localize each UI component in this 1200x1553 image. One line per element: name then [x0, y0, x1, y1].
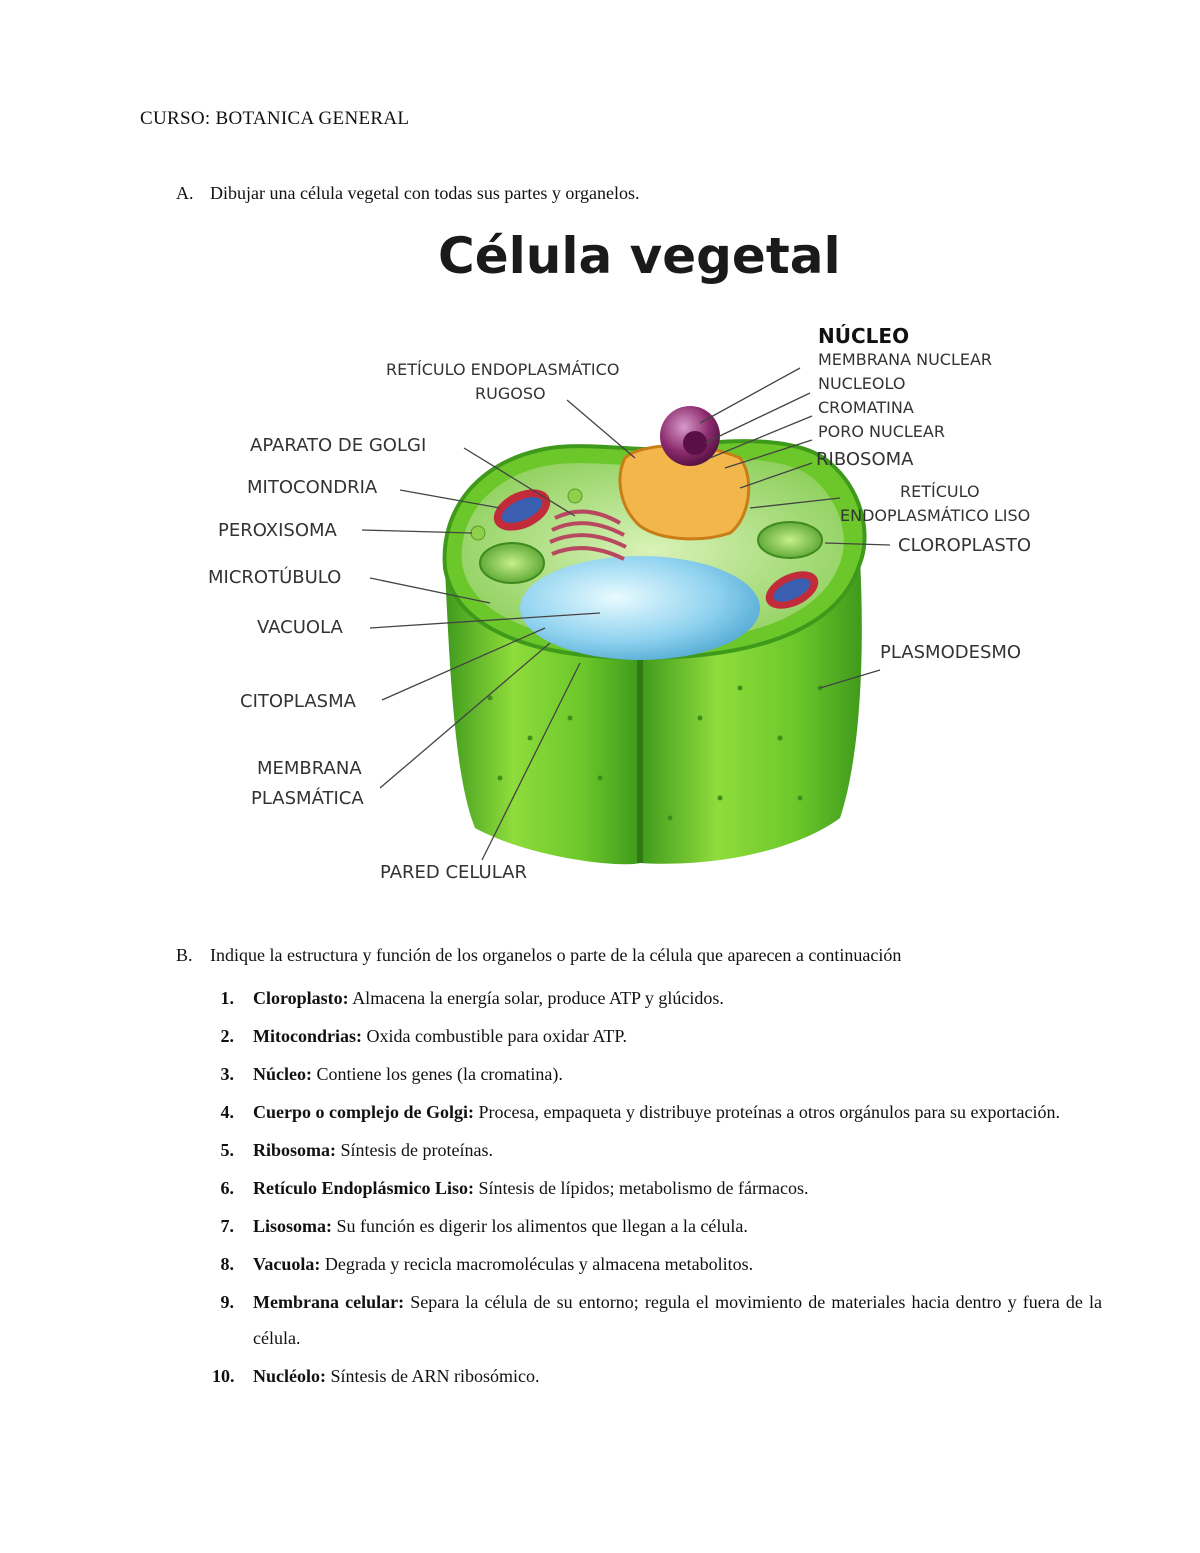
label-rel-line2: ENDOPLASMÁTICO LISO — [840, 506, 1031, 525]
chloroplast-left — [480, 543, 544, 583]
list-item — [212, 1056, 1102, 1092]
section-b-text: Indique la estructura y función de los organelos o parte de la célula que aparecen a continuación — [210, 945, 902, 965]
label-membrana-nuclear: MEMBRANA NUCLEAR — [818, 350, 993, 369]
list-item — [212, 1284, 1102, 1356]
vesicle-shape — [568, 489, 582, 503]
item-desc: Procesa, empaqueta y distribuye proteínas a otros orgánulos para su exportación. — [478, 1102, 1060, 1122]
item-term: Vacuola: — [253, 1254, 321, 1274]
item-term: Núcleo: — [253, 1064, 312, 1084]
item-number: 1. — [220, 988, 234, 1008]
diagram-title: Célula vegetal — [438, 227, 841, 285]
label-rer-line2: RUGOSO — [475, 384, 546, 403]
label-membrana-line1: MEMBRANA — [257, 758, 362, 779]
item-term: Nucléolo: — [253, 1366, 326, 1386]
label-membrana-line2: PLASMÁTICA — [251, 788, 364, 809]
label-poro-nuclear: PORO NUCLEAR — [818, 422, 945, 441]
item-desc: Degrada y recicla macromoléculas y almacena metabolitos. — [324, 1254, 754, 1274]
item-number: 2. — [220, 1026, 234, 1046]
item-number: 4. — [220, 1102, 234, 1122]
item-term: Cuerpo o complejo de Golgi: — [253, 1102, 474, 1122]
item-term: Mitocondrias: — [253, 1026, 362, 1046]
item-number: 6. — [220, 1178, 234, 1198]
label-mitocondria: MITOCONDRIA — [247, 477, 378, 498]
item-desc: Oxida combustible para oxidar ATP. — [366, 1026, 627, 1046]
nucleolus-shape — [683, 431, 707, 455]
item-term: Retículo Endoplásmico Liso: — [253, 1178, 475, 1198]
label-peroxisoma: PEROXISOMA — [218, 520, 337, 541]
list-item — [212, 1358, 1102, 1394]
item-term: Ribosoma: — [253, 1140, 337, 1160]
item-number: 7. — [220, 1216, 234, 1236]
label-cromatina: CROMATINA — [818, 398, 914, 417]
course-heading: CURSO: BOTANICA GENERAL — [140, 108, 410, 129]
item-number: 9. — [220, 1292, 234, 1312]
section-a-text: Dibujar una célula vegetal con todas sus partes y organelos. — [210, 183, 640, 203]
label-vacuola: VACUOLA — [257, 617, 343, 638]
label-nucleolo: NUCLEOLO — [818, 374, 906, 393]
item-desc: Almacena la energía solar, produce ATP y glúcidos. — [352, 988, 724, 1008]
label-microtubulo: MICROTÚBULO — [208, 567, 342, 588]
label-nucleo: NÚCLEO — [818, 324, 910, 348]
section-a-prompt — [176, 183, 640, 204]
label-cloroplasto: CLOROPLASTO — [898, 535, 1031, 556]
label-ribosoma: RIBOSOMA — [816, 449, 914, 470]
plant-cell-diagram — [200, 218, 1080, 898]
item-number: 3. — [220, 1064, 234, 1084]
item-term: Membrana celular: — [253, 1292, 405, 1312]
label-citoplasma: CITOPLASMA — [240, 691, 356, 712]
item-number: 10. — [212, 1366, 235, 1386]
section-b-prompt — [176, 945, 901, 966]
item-desc: Su función es digerir los alimentos que llegan a la célula. — [336, 1216, 748, 1236]
list-item — [212, 980, 1102, 1016]
label-golgi: APARATO DE GOLGI — [250, 435, 427, 456]
item-number: 5. — [220, 1140, 234, 1160]
item-desc: Síntesis de lípidos; metabolismo de fármacos. — [478, 1178, 809, 1198]
item-term: Cloroplasto: — [253, 988, 349, 1008]
list-item — [212, 1132, 1102, 1168]
list-item — [212, 1094, 1102, 1130]
item-number: 8. — [220, 1254, 234, 1274]
item-term: Lisosoma: — [253, 1216, 333, 1236]
section-b-letter: B. — [176, 945, 193, 965]
list-item — [212, 1018, 1102, 1054]
label-plasmodesmo: PLASMODESMO — [880, 642, 1022, 663]
label-rel-line1: RETÍCULO — [900, 482, 980, 501]
vacuole-shape — [520, 556, 760, 660]
item-desc: Síntesis de proteínas. — [340, 1140, 493, 1160]
list-item — [212, 1246, 1102, 1282]
label-pared-celular: PARED CELULAR — [380, 862, 527, 883]
peroxisome-shape — [471, 526, 485, 540]
list-item — [212, 1170, 1102, 1206]
chloroplast-right — [758, 522, 822, 558]
section-a-letter: A. — [176, 183, 194, 203]
organelle-list — [212, 980, 1102, 1396]
item-desc: Síntesis de ARN ribosómico. — [330, 1366, 540, 1386]
item-desc: Contiene los genes (la cromatina). — [316, 1064, 563, 1084]
item-desc: Separa la célula de su entorno; regula el movimiento de materiales hacia dentro y fuera de la célula. — [253, 1292, 1103, 1348]
label-rer-line1: RETÍCULO ENDOPLASMÁTICO — [386, 360, 620, 379]
list-item — [212, 1208, 1102, 1244]
